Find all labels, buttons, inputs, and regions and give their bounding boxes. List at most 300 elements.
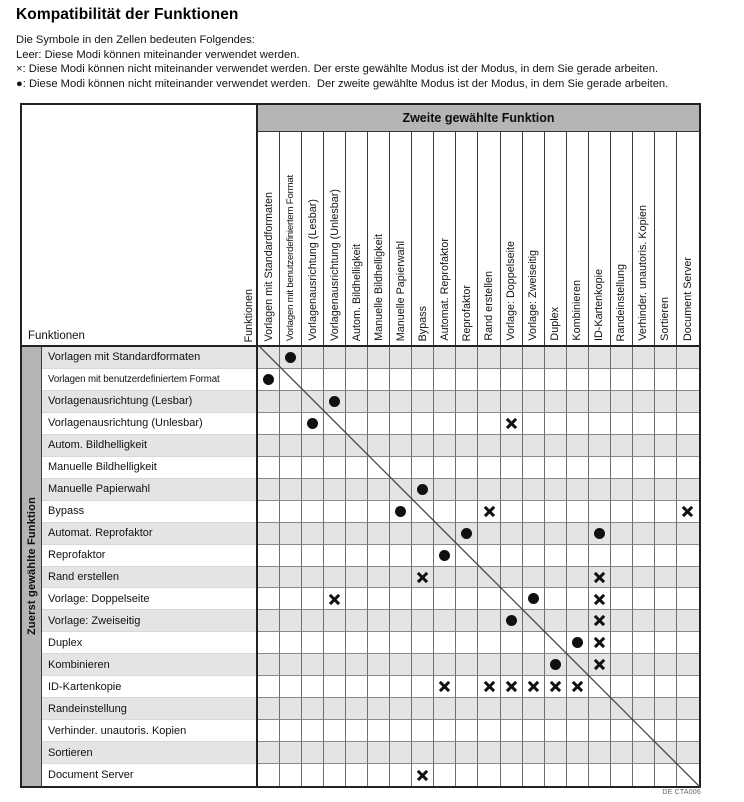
matrix-cell <box>280 764 302 786</box>
matrix-cell <box>545 720 567 742</box>
matrix-cell <box>390 347 412 369</box>
matrix-cell <box>567 435 589 457</box>
matrix-cell <box>655 567 677 589</box>
matrix-cell <box>456 501 478 523</box>
matrix-cell <box>280 457 302 479</box>
matrix-cell <box>412 610 434 632</box>
matrix-cell <box>346 369 368 391</box>
matrix-cell <box>501 391 523 413</box>
matrix-cell <box>523 588 545 610</box>
matrix-cell <box>368 545 390 567</box>
matrix-cell <box>412 435 434 457</box>
matrix-cell <box>655 501 677 523</box>
matrix-cell <box>655 523 677 545</box>
mark-cross-icon <box>571 680 584 693</box>
matrix-cell <box>545 545 567 567</box>
matrix-cell <box>390 567 412 589</box>
matrix-cell <box>390 764 412 786</box>
matrix-cell <box>545 413 567 435</box>
matrix-cell <box>368 369 390 391</box>
row-header-cell: Reprofaktor <box>42 545 256 567</box>
matrix-cell <box>677 588 699 610</box>
matrix-cell <box>478 610 500 632</box>
row-axis-header <box>20 345 42 788</box>
matrix-cell <box>258 369 280 391</box>
matrix-cell <box>302 391 324 413</box>
matrix-cell <box>456 764 478 786</box>
row-header-cell: Kombinieren <box>42 654 256 676</box>
matrix-cell <box>589 347 611 369</box>
mark-dot-icon <box>506 615 517 626</box>
column-header-cell <box>302 132 324 345</box>
column-header-cell <box>390 132 412 345</box>
mark-dot-icon <box>285 352 296 363</box>
matrix-cell <box>523 501 545 523</box>
corner-cell <box>20 103 258 345</box>
row-header-cell: Vorlage: Doppelseite <box>42 588 256 610</box>
matrix-cell <box>390 545 412 567</box>
matrix-cell <box>280 632 302 654</box>
matrix-cell <box>258 654 280 676</box>
matrix-cell <box>655 545 677 567</box>
mark-dot-icon <box>550 659 561 670</box>
column-header-cell <box>280 132 302 345</box>
matrix-cell <box>545 369 567 391</box>
mark-cross-icon <box>681 505 694 518</box>
matrix-cell <box>368 588 390 610</box>
matrix-cell <box>478 501 500 523</box>
matrix-cell <box>633 742 655 764</box>
matrix-cell <box>478 391 500 413</box>
legend-line: Die Symbole in den Zellen bedeuten Folgendes: <box>16 34 255 46</box>
column-axis-label: Zweite gewählte Funktion <box>402 111 555 125</box>
matrix-cell <box>567 567 589 589</box>
matrix-cell <box>456 523 478 545</box>
matrix-cell <box>501 698 523 720</box>
matrix-cell <box>412 720 434 742</box>
matrix-cell <box>589 501 611 523</box>
matrix-cell <box>677 610 699 632</box>
mark-dot-icon <box>572 637 583 648</box>
matrix-cell <box>567 632 589 654</box>
column-header-cell <box>677 132 699 345</box>
matrix-cell <box>545 588 567 610</box>
matrix-cell <box>258 479 280 501</box>
matrix-cell <box>412 632 434 654</box>
matrix-cell <box>677 457 699 479</box>
matrix-cell <box>501 588 523 610</box>
matrix-cell <box>434 457 456 479</box>
matrix-cell <box>655 588 677 610</box>
matrix-cell <box>611 676 633 698</box>
matrix-cell <box>677 764 699 786</box>
matrix-cell <box>501 632 523 654</box>
matrix-cell <box>368 391 390 413</box>
matrix-cell <box>523 742 545 764</box>
column-header-cell <box>633 132 655 345</box>
matrix-cell <box>412 567 434 589</box>
matrix-cell <box>677 632 699 654</box>
row-header-cell: Vorlagen mit benutzerdefiniertem Format <box>42 369 256 391</box>
matrix-cell <box>478 567 500 589</box>
matrix-cell <box>633 391 655 413</box>
matrix-cell <box>324 632 346 654</box>
row-header-cell: Document Server <box>48 769 134 782</box>
matrix-cell <box>478 698 500 720</box>
matrix-cell <box>280 523 302 545</box>
matrix-cell <box>545 764 567 786</box>
matrix-cell <box>633 501 655 523</box>
matrix-cell <box>633 457 655 479</box>
matrix-cell <box>456 479 478 501</box>
matrix-cell <box>324 698 346 720</box>
matrix-cell <box>368 347 390 369</box>
matrix-cell <box>456 588 478 610</box>
matrix-cell <box>280 588 302 610</box>
mark-cross-icon <box>438 680 451 693</box>
matrix-cell <box>324 479 346 501</box>
matrix-cell <box>258 435 280 457</box>
matrix-cell <box>478 435 500 457</box>
matrix-cell <box>501 501 523 523</box>
matrix-cell <box>412 588 434 610</box>
matrix-cell <box>478 413 500 435</box>
legend-line: ●: Diese Modi können nicht miteinander verwendet werden. Der zweite gewählte Modus ist der Modus, in dem Sie gerade arbeiten. <box>16 77 669 90</box>
mark-cross-icon <box>416 769 429 782</box>
matrix-cell <box>324 764 346 786</box>
matrix-cell <box>324 742 346 764</box>
matrix-cell <box>567 391 589 413</box>
matrix-cell <box>655 435 677 457</box>
matrix-cell <box>258 588 280 610</box>
matrix-cell <box>677 369 699 391</box>
column-header-cell <box>456 132 478 345</box>
matrix-cell <box>589 567 611 589</box>
matrix-cell <box>258 632 280 654</box>
matrix-cell <box>434 742 456 764</box>
matrix-cell <box>434 588 456 610</box>
matrix-cell <box>456 413 478 435</box>
matrix-cell <box>523 698 545 720</box>
matrix-cell <box>589 654 611 676</box>
matrix-cell <box>611 764 633 786</box>
column-header-label: Automat. Reprofaktor <box>438 238 451 341</box>
matrix-cell <box>611 545 633 567</box>
mark-dot-icon <box>417 484 428 495</box>
matrix-cell <box>368 523 390 545</box>
row-header-cell: Bypass <box>42 501 256 523</box>
mark-cross-icon <box>328 592 341 605</box>
column-header-label: Vorlagen mit benutzerdefiniertem Format <box>285 174 297 341</box>
matrix-cell <box>456 435 478 457</box>
matrix-cell <box>523 764 545 786</box>
matrix-cell <box>258 567 280 589</box>
matrix-cell <box>368 698 390 720</box>
column-header-cell <box>523 132 545 345</box>
matrix-cell <box>302 698 324 720</box>
matrix-cell <box>324 654 346 676</box>
column-header-label: Vorlagen mit Standardformaten <box>262 191 275 341</box>
matrix-cell <box>390 720 412 742</box>
matrix-cell <box>567 588 589 610</box>
matrix-cell <box>611 742 633 764</box>
matrix-cell <box>456 720 478 742</box>
matrix-cell <box>655 698 677 720</box>
matrix-cell <box>346 457 368 479</box>
column-header-cell <box>567 132 589 345</box>
matrix-cell <box>501 435 523 457</box>
matrix-cell <box>633 369 655 391</box>
matrix-cell <box>324 720 346 742</box>
matrix-cell <box>611 588 633 610</box>
matrix-cell <box>456 391 478 413</box>
matrix-cell <box>434 369 456 391</box>
matrix-cell <box>368 632 390 654</box>
matrix-cell <box>501 742 523 764</box>
column-header-label: Bypass <box>416 305 429 341</box>
matrix-cell <box>589 479 611 501</box>
matrix-cell <box>302 545 324 567</box>
matrix-cell <box>324 391 346 413</box>
mark-dot-icon <box>461 528 472 539</box>
matrix-cell <box>346 435 368 457</box>
legend-line: Leer: Diese Modi können miteinander verwendet werden. <box>16 48 300 61</box>
column-header-label: Manuelle Papierwahl <box>394 240 407 341</box>
matrix-cell <box>412 479 434 501</box>
matrix-cell <box>567 610 589 632</box>
matrix-cell <box>302 720 324 742</box>
matrix-cell <box>545 523 567 545</box>
matrix-cell <box>633 567 655 589</box>
matrix-cell <box>280 654 302 676</box>
matrix-cell <box>655 369 677 391</box>
matrix-cell <box>567 764 589 786</box>
column-header-label: Reprofaktor <box>460 284 473 341</box>
matrix-cell <box>523 413 545 435</box>
matrix-cell <box>324 588 346 610</box>
matrix-cell <box>280 720 302 742</box>
matrix-cell <box>456 545 478 567</box>
matrix-cell <box>280 610 302 632</box>
row-headers <box>42 345 258 788</box>
row-header-cell: Autom. Bildhelligkeit <box>42 435 256 457</box>
matrix-cell <box>523 369 545 391</box>
row-header-cell: Vorlagen mit Standardformaten <box>42 347 256 369</box>
matrix-cell <box>677 676 699 698</box>
matrix-cell <box>478 457 500 479</box>
matrix-cell <box>368 654 390 676</box>
matrix-cell <box>589 413 611 435</box>
matrix-cell <box>655 457 677 479</box>
matrix-cell <box>501 523 523 545</box>
column-header-cell <box>258 132 280 345</box>
matrix-cell <box>677 391 699 413</box>
matrix-cell <box>324 457 346 479</box>
matrix-cell <box>501 567 523 589</box>
row-header-cell: Manuelle Bildhelligkeit <box>42 457 256 479</box>
matrix-cell <box>523 347 545 369</box>
matrix-cell <box>302 523 324 545</box>
row-header-cell: Vorlage: Zweiseitig <box>42 610 256 632</box>
matrix-cell <box>390 588 412 610</box>
matrix-cell <box>302 742 324 764</box>
row-header-cell: Vorlagenausrichtung (Lesbar) <box>42 391 256 413</box>
matrix-cell <box>346 764 368 786</box>
matrix-cell <box>456 632 478 654</box>
matrix-cell <box>501 413 523 435</box>
matrix-cell <box>611 654 633 676</box>
matrix-cell <box>655 391 677 413</box>
row-header-cell: Vorlagenausrichtung (Unlesbar) <box>42 413 256 435</box>
matrix-cell <box>258 391 280 413</box>
matrix-cell <box>633 479 655 501</box>
matrix-cell <box>589 632 611 654</box>
matrix-cell <box>302 347 324 369</box>
matrix-cell <box>611 501 633 523</box>
mark-dot-icon <box>439 550 450 561</box>
matrix-cell <box>611 391 633 413</box>
column-header-cell <box>346 132 368 345</box>
matrix-cell <box>501 654 523 676</box>
matrix-cell <box>346 742 368 764</box>
column-header-cell <box>412 132 434 345</box>
matrix-cell <box>434 720 456 742</box>
mark-dot-icon <box>528 593 539 604</box>
matrix-cell <box>302 764 324 786</box>
matrix-cell <box>324 413 346 435</box>
matrix-cell <box>302 369 324 391</box>
matrix-cell <box>589 742 611 764</box>
matrix-cell <box>258 413 280 435</box>
column-header-cell <box>434 132 456 345</box>
matrix-cell <box>567 413 589 435</box>
matrix-cell <box>368 742 390 764</box>
matrix-cell <box>346 610 368 632</box>
column-header-label: Manuelle Bildhelligkeit <box>372 234 385 341</box>
matrix-cell <box>677 654 699 676</box>
matrix-cell <box>677 435 699 457</box>
matrix-cell <box>478 654 500 676</box>
column-header-label: Randeinstellung <box>615 263 628 341</box>
matrix-cell <box>324 347 346 369</box>
matrix-cell <box>567 523 589 545</box>
matrix-cell <box>346 588 368 610</box>
column-header-label: ID-Kartenkopie <box>593 268 606 341</box>
matrix-cell <box>346 413 368 435</box>
matrix-cell <box>677 567 699 589</box>
matrix-cell <box>567 698 589 720</box>
matrix-cell <box>501 347 523 369</box>
mark-cross-icon <box>483 680 496 693</box>
matrix-cell <box>434 698 456 720</box>
matrix-cell <box>258 720 280 742</box>
column-header-cell <box>368 132 390 345</box>
matrix-cell <box>545 742 567 764</box>
matrix-cell <box>280 479 302 501</box>
matrix-cell <box>589 588 611 610</box>
matrix-cell <box>390 654 412 676</box>
matrix-cell <box>633 676 655 698</box>
matrix-cell <box>567 676 589 698</box>
matrix-cell <box>412 413 434 435</box>
matrix-cell <box>567 457 589 479</box>
matrix-cell <box>611 347 633 369</box>
matrix-cell <box>589 698 611 720</box>
matrix-cell <box>434 654 456 676</box>
matrix-cell <box>523 435 545 457</box>
row-axis-label: Zuerst gewählte Funktion <box>25 497 38 636</box>
matrix-cell <box>677 698 699 720</box>
matrix-cell <box>412 457 434 479</box>
matrix-cell <box>280 391 302 413</box>
matrix-cell <box>302 435 324 457</box>
matrix-cell <box>258 698 280 720</box>
matrix-cell <box>302 479 324 501</box>
mark-cross-icon <box>593 592 606 605</box>
legend <box>16 33 668 91</box>
mark-dot-icon <box>329 396 340 407</box>
matrix-cell <box>456 347 478 369</box>
matrix-cell <box>545 676 567 698</box>
matrix-cell <box>412 698 434 720</box>
column-header-label: Vorlagenausrichtung (Unlesbar) <box>328 189 341 341</box>
matrix-cell <box>456 567 478 589</box>
matrix-cell <box>589 391 611 413</box>
matrix-cell <box>280 369 302 391</box>
matrix-cell <box>456 369 478 391</box>
matrix-cell <box>390 742 412 764</box>
matrix-cell <box>655 479 677 501</box>
matrix-cell <box>677 545 699 567</box>
matrix-cell <box>412 742 434 764</box>
matrix-cell <box>611 698 633 720</box>
corner-label-horizontal: Funktionen <box>28 330 85 342</box>
matrix-cell <box>434 676 456 698</box>
matrix-cell <box>478 588 500 610</box>
mark-cross-icon <box>549 680 562 693</box>
matrix-cell <box>589 610 611 632</box>
matrix-cell <box>346 720 368 742</box>
matrix-cell <box>611 369 633 391</box>
matrix-cell <box>523 523 545 545</box>
matrix-cell <box>655 413 677 435</box>
column-header-cell <box>501 132 523 345</box>
matrix-cell <box>412 654 434 676</box>
matrix-cell <box>545 632 567 654</box>
matrix-cell <box>456 742 478 764</box>
matrix-cell <box>346 347 368 369</box>
matrix-cell <box>589 764 611 786</box>
matrix-cell <box>368 501 390 523</box>
matrix-cell <box>346 523 368 545</box>
matrix-cell <box>368 676 390 698</box>
matrix-cell <box>368 413 390 435</box>
matrix-cell <box>390 391 412 413</box>
matrix-cell <box>434 391 456 413</box>
matrix-cell <box>589 720 611 742</box>
matrix-cell <box>655 742 677 764</box>
matrix-cell <box>523 654 545 676</box>
matrix-cell <box>434 479 456 501</box>
mark-cross-icon <box>593 658 606 671</box>
column-header-label: Vorlagenausrichtung (Lesbar) <box>306 199 319 341</box>
matrix-cell <box>655 347 677 369</box>
matrix-cell <box>567 501 589 523</box>
matrix-cell <box>280 698 302 720</box>
matrix-cell <box>368 457 390 479</box>
matrix-cell <box>390 435 412 457</box>
column-header-label: Rand erstellen <box>483 271 496 341</box>
